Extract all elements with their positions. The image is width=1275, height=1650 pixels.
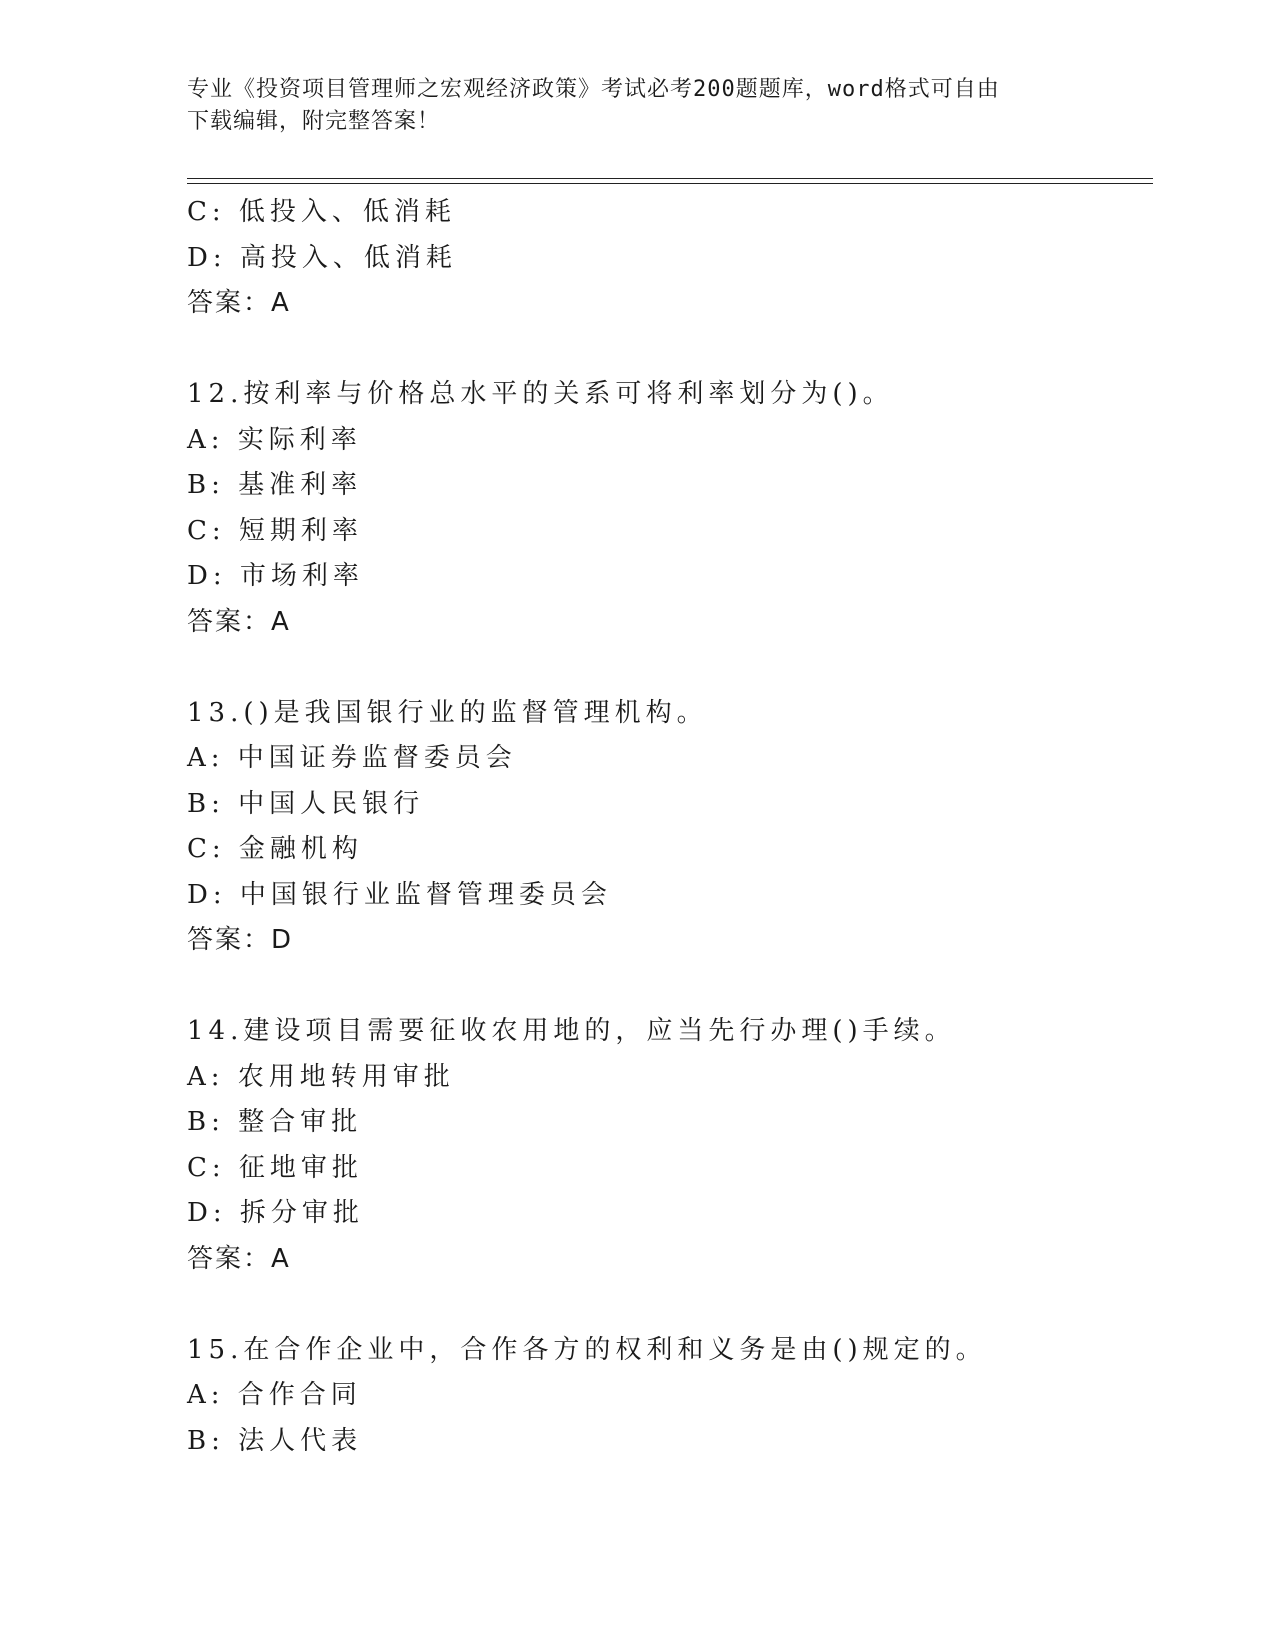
option-text: A: 实际利率 [187,424,362,455]
question-text: 13.()是我国银行业的监督管理机构。 [187,697,708,728]
option-text: C: 短期利率 [187,515,363,546]
option-text: D: 高投入、低消耗 [187,242,457,273]
spacer [187,327,1147,373]
option-text: D: 市场利率 [187,561,364,591]
option-text: A: 合作合同 [187,1380,362,1410]
answer-text: 答案：A [187,606,291,637]
spacer [187,645,1147,691]
option-text: A: 农用地转用审批 [187,1061,455,1092]
header-line-1: 专业《投资项目管理师之宏观经济政策》考试必考200题题库，word格式可自由 [187,77,1000,102]
option-text: C: 征地审批 [187,1152,363,1183]
option-text: C: 金融机构 [187,834,363,864]
option-text: C: 低投入、低消耗 [187,197,456,227]
option-text: B: 整合审批 [187,1107,363,1137]
answer-text: 答案：A [187,1243,291,1274]
header-line-2: 下载编辑，附完整答案！ [187,109,441,134]
answer-text: 答案：D [187,925,294,955]
option-text: D: 拆分审批 [187,1198,364,1228]
question-list [187,190,1147,1464]
spacer [187,964,1147,1010]
option-text: B: 中国人民银行 [187,788,425,819]
option-text: A: 中国证券监督委员会 [187,743,517,773]
option-text: B: 法人代表 [187,1425,363,1456]
option-text: B: 基准利率 [187,470,363,500]
option-text: D: 中国银行业监督管理委员会 [187,879,612,910]
spacer [187,1282,1147,1328]
question-text: 14.建设项目需要征收农用地的，应当先行办理()手续。 [187,1016,956,1046]
answer-text: 答案：A [187,288,291,318]
question-text: 15.在合作企业中，合作各方的权利和义务是由()规定的。 [187,1334,987,1365]
question-text: 12.按利率与价格总水平的关系可将利率划分为()。 [187,379,894,409]
header-divider-bottom [187,183,1153,184]
header-divider-top [187,178,1153,179]
document-header [187,74,1067,138]
